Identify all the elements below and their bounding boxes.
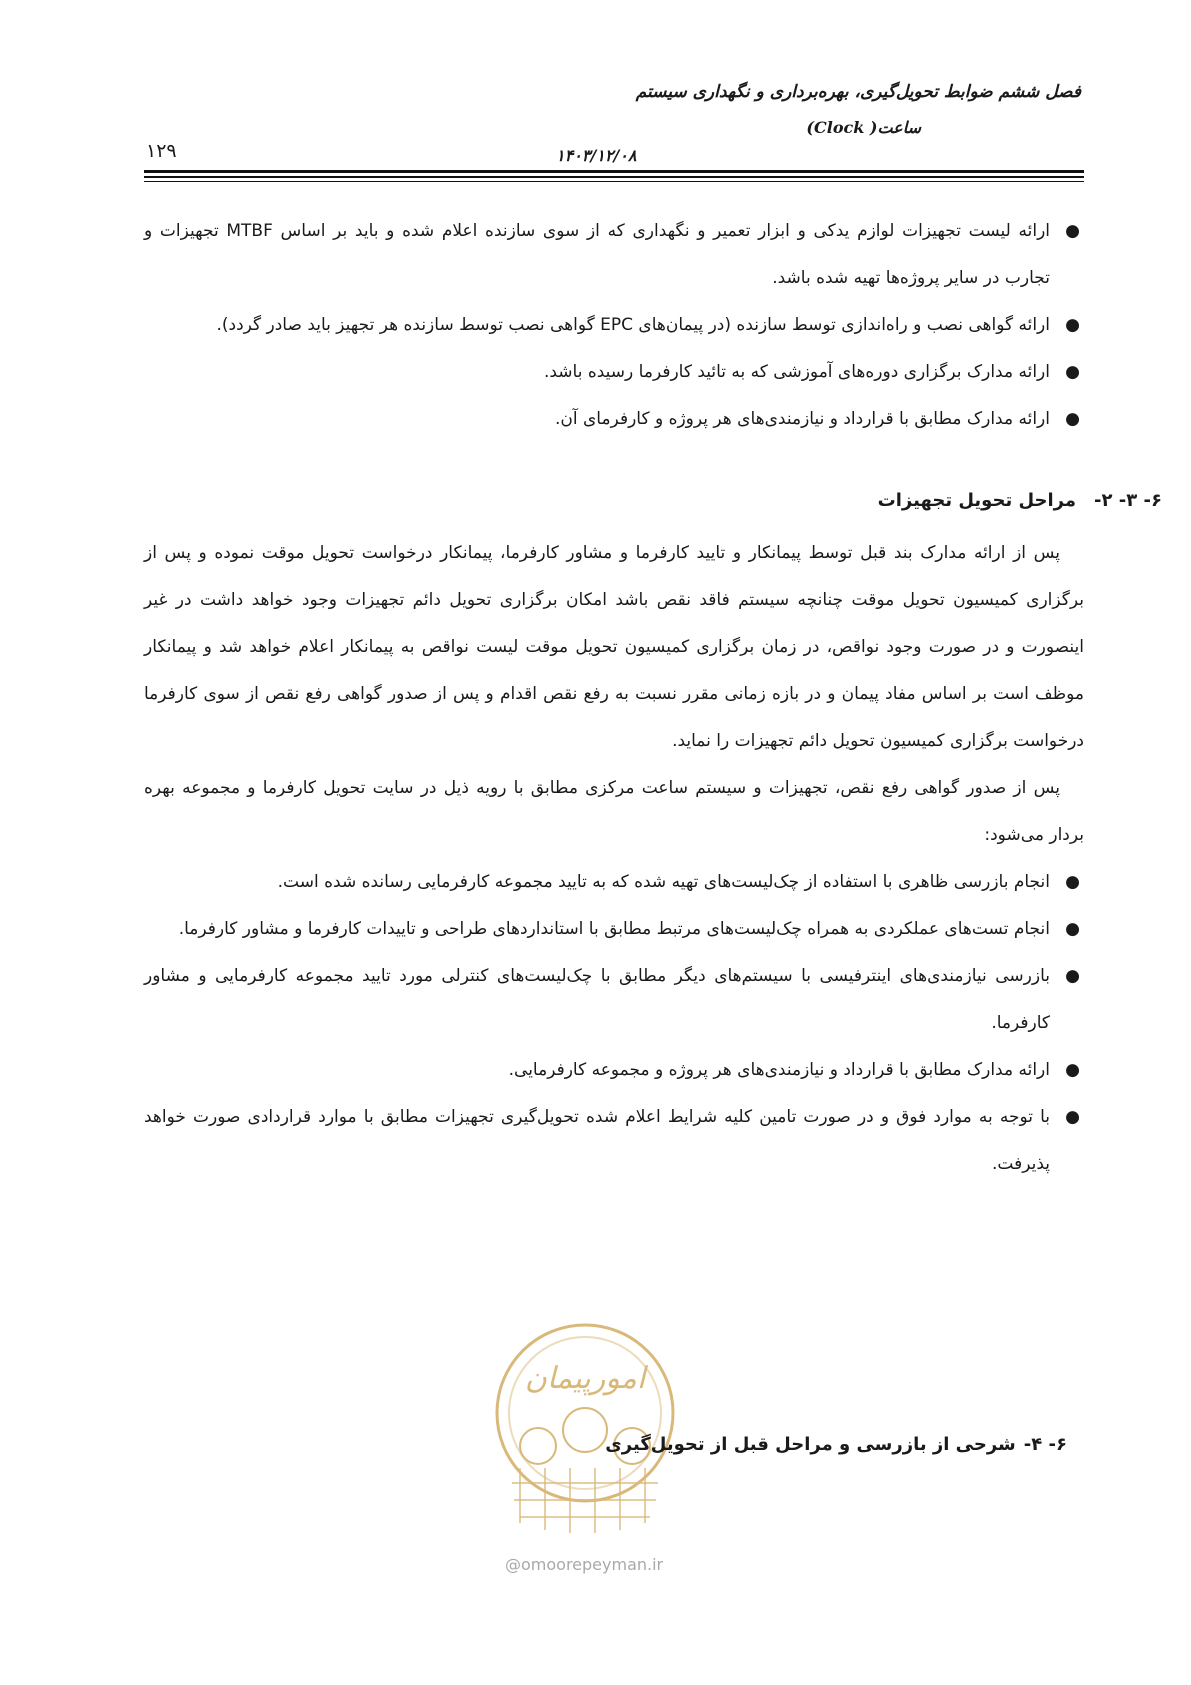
bullet-icon: ●	[1065, 409, 1080, 429]
header-rule	[144, 176, 1084, 178]
watermark-logo-text: امورپیمان	[524, 1361, 646, 1396]
bullet-icon: ●	[1065, 362, 1080, 382]
section-title: مراحل تحویل تجهیزات	[877, 490, 1077, 511]
section-number: ۶- ۴-	[1023, 1434, 1067, 1455]
header-rule	[144, 181, 1084, 182]
list-item: ● ارائه لیست تجهیزات لوازم یدکی و ابزار تعمیر و نگهداری که از سوی سازنده اعلام شده و باید بر اساس MTBF تجهیزات و تجارب در سایر پروژه‌ها تهیه شده باشد.	[144, 208, 1084, 302]
bullet-icon: ●	[1065, 221, 1080, 241]
list-item: ● ارائه مدارک مطابق با قرارداد و نیازمندی‌های هر پروژه و کارفرمای آن.	[144, 396, 1084, 443]
bullet-icon: ●	[1065, 919, 1080, 939]
section-heading	[605, 1434, 1067, 1455]
bullet-icon: ●	[1065, 315, 1080, 335]
delivery-steps-list	[144, 859, 1084, 1188]
section-number: ۶- ۳- ۲-	[1094, 490, 1162, 511]
page-content	[144, 208, 1162, 1188]
date: ۱۴۰۳/۱۲/۰۸	[556, 146, 637, 165]
subtitle: ساعت( Clock)	[806, 118, 921, 137]
header-rule	[144, 170, 1084, 173]
list-item: ● ارائه مدارک برگزاری دوره‌های آموزشی که به تائید کارفرما رسیده باشد.	[144, 349, 1084, 396]
bullet-icon: ●	[1065, 1060, 1080, 1080]
paragraph: پس از ارائه مدارک بند قبل توسط پیمانکار و تایید کارفرما و مشاور کارفرما، پیمانکار درخواست تحویل موقت نموده و پس از برگزاری کمیسیون تحویل موقت چنانچه سیستم فاقد نقص باشد امکان برگزاری تحویل دائم تجهیزات وجود خواهد داشت در غیر اینصورت و در صورت وجود نواقص، در زمان برگزاری کمیسیون تحویل موقت لیست نواقص به پیمانکار اعلام خواهد شد و پیمانکار موظف است بر اساس مفاد پیمان و در بازه زمانی مقرر نسبت به رفع نقص اقدام و پس از صدور گواهی رفع نقص از سوی کارفرما درخواست برگزاری کمیسیون تحویل دائم تجهیزات را نماید.	[144, 543, 1084, 751]
list-item: ● با توجه به موارد فوق و در صورت تامین کلیه شرایط اعلام شده تحویل‌گیری تجهیزات مطابق با موارد قراردادی صورت خواهد پذیرفت.	[144, 1094, 1084, 1188]
page-number: ۱۲۹	[146, 140, 177, 162]
section-heading	[144, 477, 1162, 524]
list-item: ● ارائه مدارک مطابق با قرارداد و نیازمندی‌های هر پروژه و مجموعه کارفرمایی.	[144, 1047, 1084, 1094]
section-title: شرحی از بازرسی و مراحل قبل از تحویل‌گیری	[605, 1434, 1016, 1455]
bullet-icon: ●	[1065, 1107, 1080, 1127]
chapter-title: فصل ششم ضوابط تحویل‌گیری، بهره‌برداری و نگهداری سیستم	[635, 82, 1081, 102]
list-item: ● انجام بازرسی ظاهری با استفاده از چک‌لیست‌های تهیه شده که به تایید مجموعه کارفرمایی رسانده شده است.	[144, 859, 1084, 906]
requirements-list	[144, 208, 1084, 443]
list-item: ● بازرسی نیازمندی‌های اینترفیسی با سیستم‌های دیگر مطابق با چک‌لیست‌های کنترلی مورد تایید مجموعه کارفرمایی و مشاور کارفرما.	[144, 953, 1084, 1047]
paragraph: پس از صدور گواهی رفع نقص، تجهیزات و سیستم ساعت مرکزی مطابق با رویه ذیل در سایت تحویل کارفرما و مجموعه بهره بردار می‌شود:	[144, 778, 1084, 845]
list-item: ● انجام تست‌های عملکردی به همراه چک‌لیست‌های مرتبط مطابق با استانداردهای طراحی و تاییدات کارفرما و مشاور کارفرما.	[144, 906, 1084, 953]
list-item: ● ارائه گواهی نصب و راه‌اندازی توسط سازنده (در پیمان‌های EPC گواهی نصب توسط سازنده هر تجهیز باید صادر گردد).	[144, 302, 1084, 349]
bullet-icon: ●	[1065, 966, 1080, 986]
watermark-site: @omoorepeyman.ir	[505, 1555, 664, 1574]
bullet-icon: ●	[1065, 872, 1080, 892]
